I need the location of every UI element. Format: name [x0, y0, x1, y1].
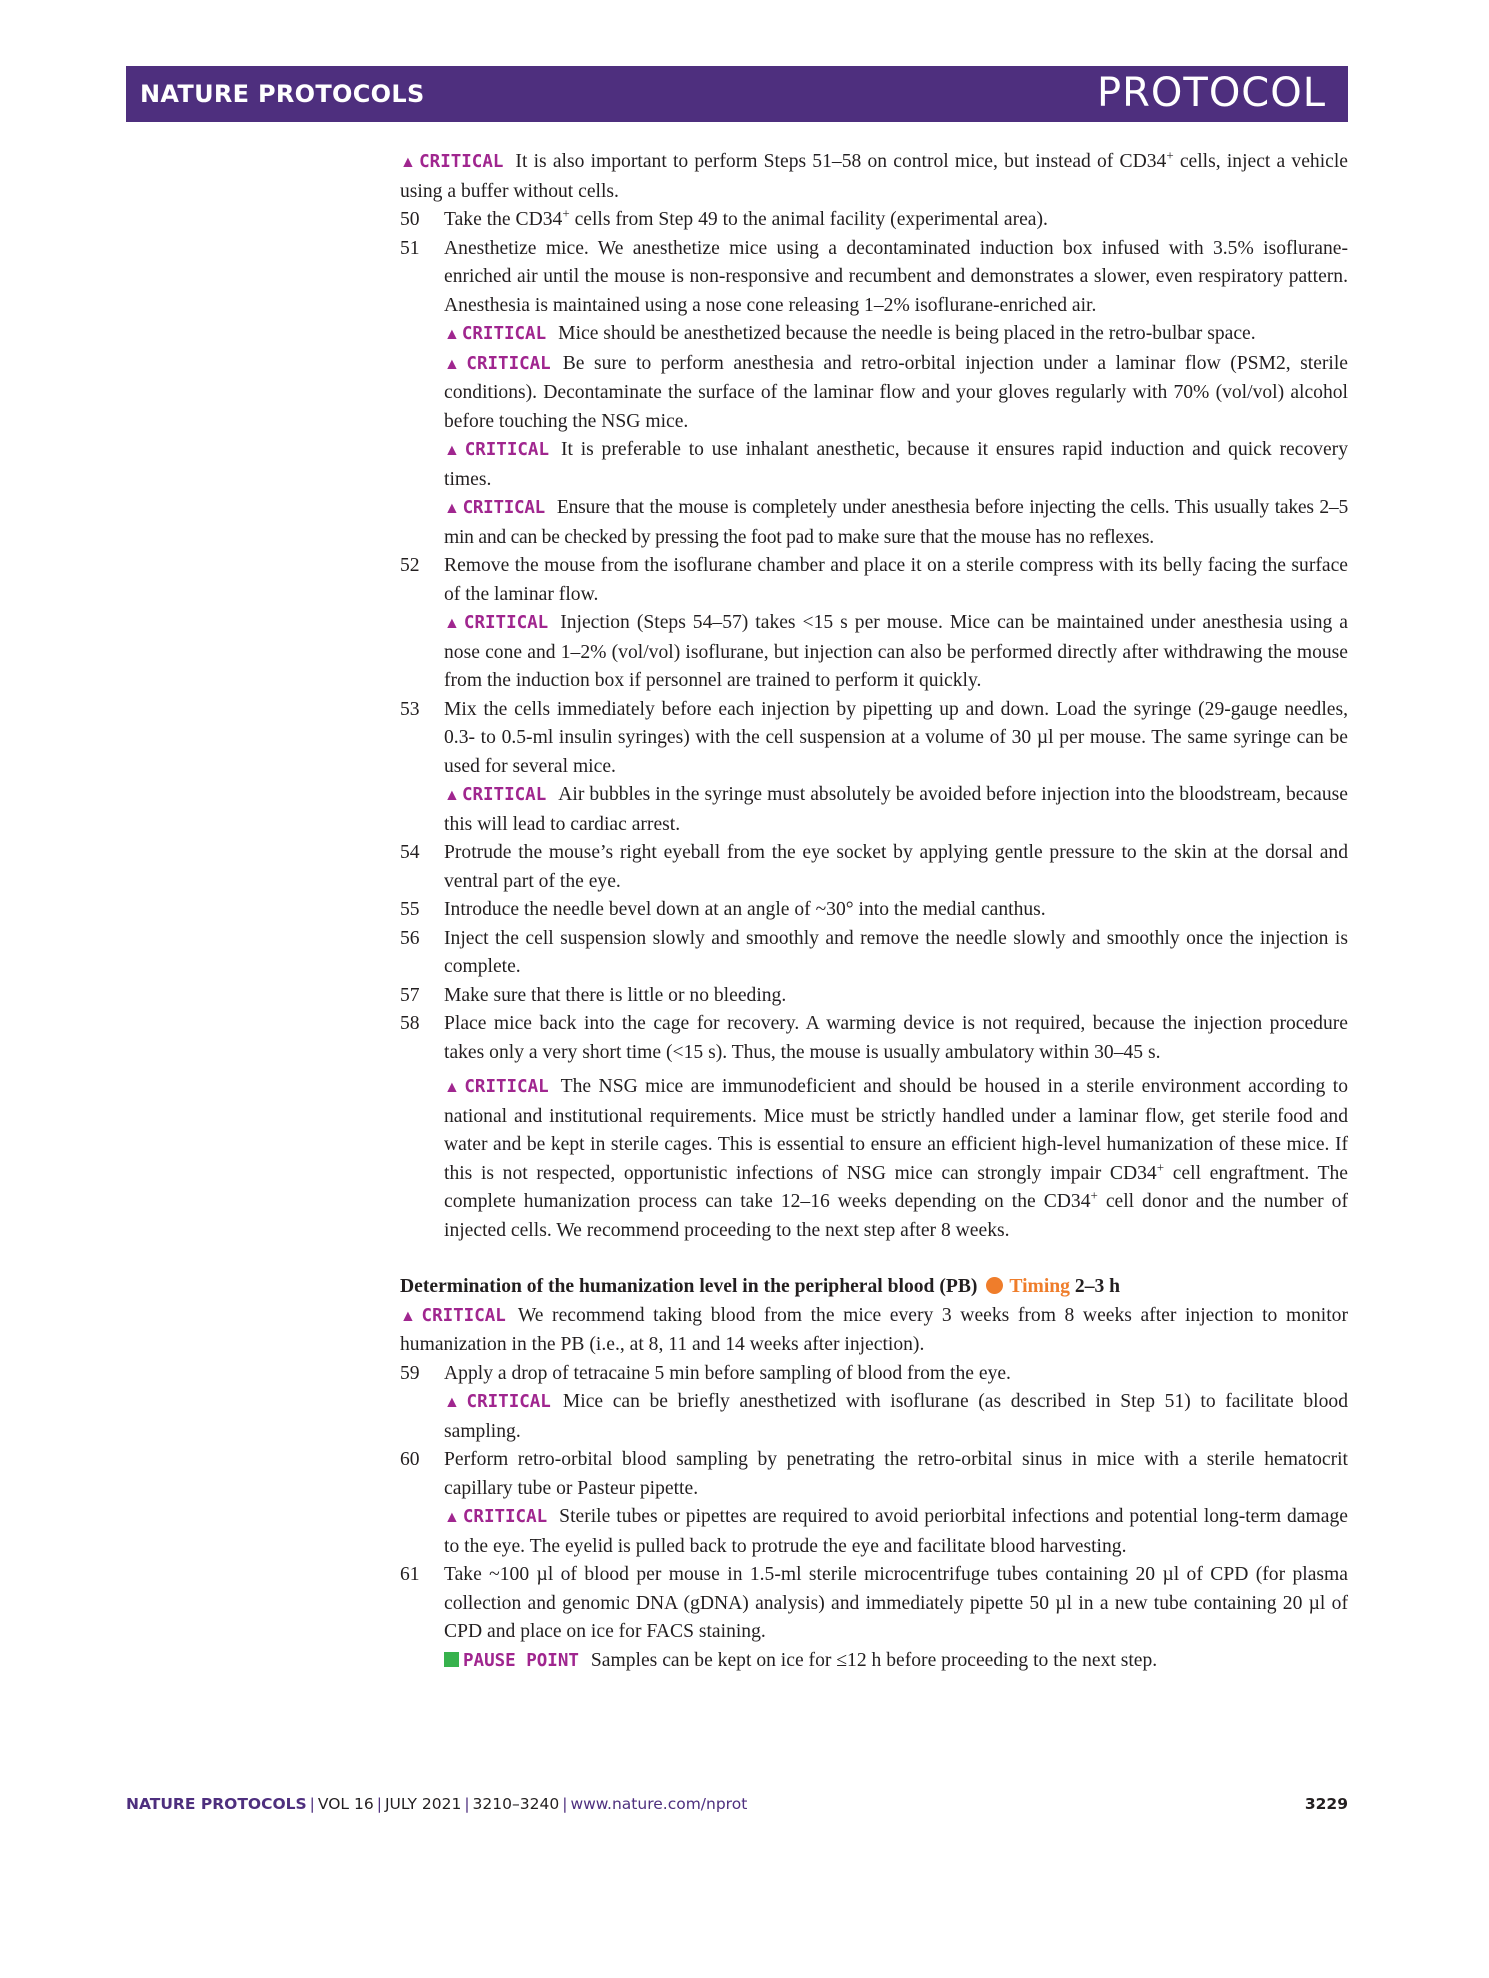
critical-triangle-icon: ▲	[444, 442, 463, 459]
step-60	[400, 1446, 1348, 1503]
critical-triangle-icon: ▲	[444, 1394, 465, 1411]
critical-note: ▲ CRITICAL Injection (Steps 54–57) takes <15 s per mouse. Mice can be maintained under anesthesia using a nose cone and 1–2% (vol/vol) isoflurane, but injection can also be performed directly after withdrawing the mouse from the induction box if personnel are trained to perform it quickly.	[444, 612, 1348, 691]
critical-note: ▲ CRITICAL We recommend taking blood from the mice every 3 weeks from 8 weeks after injection to monitor humanization in the PB (i.e., at 8, 11 and 14 weeks after injection).	[400, 1304, 1348, 1355]
doc-type: PROTOCOL	[1096, 70, 1326, 116]
critical-triangle-icon: ▲	[444, 1079, 463, 1096]
step-text: Make sure that there is little or no bleeding.	[444, 984, 787, 1006]
step-56	[400, 925, 1348, 982]
timing-value: 2–3 h	[1074, 1276, 1121, 1297]
protocol-body	[400, 148, 1348, 1675]
step-text: Anesthetize mice. We anesthetize mice using a decontaminated induction box infused with 3.5% isoflurane-enriched air until the mouse is non-responsive and recumbent and demonstrates a slower, even respiratory pattern. Anesthesia is maintained using a nose cone releasing 1–2% isoflurane-enriched air.	[444, 237, 1348, 316]
step-number: 61	[400, 1564, 420, 1585]
critical-triangle-icon: ▲	[444, 615, 462, 632]
critical-note: ▲ CRITICAL Ensure that the mouse is completely under anesthesia before injecting the cells. This usually takes 2–5 min and can be checked by pressing the foot pad to make sure that the mouse has no reflexes.	[444, 497, 1348, 548]
step-text: Inject the cell suspension slowly and smoothly and remove the needle slowly and smoothly once the injection is complete.	[444, 927, 1348, 977]
step-text: Mix the cells immediately before each injection by pipetting up and down. Load the syringe (29-gauge needles, 0.3- to 0.5-ml insulin syringes) with the cell suspension at a volume of 30 µl per mouse. The same syringe can be used for several mice.	[444, 698, 1348, 777]
pause-point-note: PAUSE POINT Samples can be kept on ice for ≤12 h before proceeding to the next step.	[400, 1647, 1348, 1676]
step-57	[400, 982, 1348, 1011]
step-52	[400, 552, 1348, 609]
pause-square-icon	[444, 1652, 459, 1667]
step-number: 52	[400, 555, 420, 576]
step-number: 58	[400, 1013, 420, 1034]
step-number: 57	[400, 984, 420, 1006]
step-text: Remove the mouse from the isoflurane chamber and place it on a sterile compress with its belly facing the surface of the laminar flow.	[444, 555, 1348, 605]
critical-note: ▲ CRITICAL Sterile tubes or pipettes are required to avoid periorbital infections and potential long-term damage to the eye. The eyelid is pulled back to protrude the eye and facilitate blood harvesting.	[444, 1506, 1348, 1557]
timing-icon	[986, 1277, 1003, 1294]
step-59	[400, 1360, 1348, 1389]
page-number: 3229	[1304, 1795, 1348, 1813]
step-text: Take ~100 µl of blood per mouse in 1.5-ml sterile microcentrifuge tubes containing 20 µl of CPD (for plasma collection and genomic DNA (gDNA) analysis) and immediately pipette 50 µl in a new tube containing 20 µl of CPD and place on ice for FACS staining.	[444, 1564, 1348, 1642]
step-50: 50 Take the CD34+ cells from Step 49 to the animal facility (experimental area).	[400, 206, 1348, 235]
critical-triangle-icon: ▲	[444, 787, 460, 804]
critical-triangle-icon: ▲	[400, 1307, 420, 1325]
pause-point-label: PAUSE POINT	[463, 1650, 579, 1671]
step-53	[400, 696, 1348, 782]
step-number: 51	[400, 237, 420, 259]
footer-date: JULY 2021	[384, 1795, 462, 1813]
step-55	[400, 896, 1348, 925]
footer-journal: NATURE PROTOCOLS	[126, 1795, 307, 1813]
footer-separator: |	[309, 1795, 315, 1813]
step-number: 60	[400, 1449, 420, 1470]
page-header	[126, 66, 1348, 122]
critical-note: ▲ CRITICAL Mice should be anesthetized because the needle is being placed in the retro-bulbar space.	[444, 323, 1256, 344]
section-title: Determination of the humanization level in the peripheral blood (PB)	[400, 1276, 978, 1297]
critical-note: ▲ CRITICAL Mice can be briefly anesthetized with isoflurane (as described in Step 51) to facilitate blood sampling.	[444, 1391, 1348, 1442]
step-text: Apply a drop of tetracaine 5 min before sampling of blood from the eye.	[444, 1362, 1011, 1384]
step-number: 50	[400, 209, 420, 230]
step-number: 56	[400, 927, 420, 949]
section-heading	[400, 1273, 1348, 1302]
step-number: 55	[400, 899, 420, 920]
critical-note: ▲ CRITICAL It is also important to perform Steps 51–58 on control mice, but instead of CD34+ cells, inject a vehicle using a buffer without cells.	[400, 147, 1348, 202]
critical-label: CRITICAL	[419, 152, 504, 172]
journal-name: NATURE PROTOCOLS	[140, 80, 425, 108]
step-text: Protrude the mouse’s right eyeball from the eye socket by applying gentle pressure to the skin at the dorsal and ventral part of the eye.	[444, 842, 1348, 892]
step-54	[400, 839, 1348, 896]
critical-triangle-icon: ▲	[444, 355, 465, 373]
step-58	[400, 1010, 1348, 1067]
critical-note: ▲ CRITICAL Be sure to perform anesthesia and retro-orbital injection under a laminar flow (PSM2, sterile conditions). Decontaminate the surface of the laminar flow and your gloves regularly with 70% (vol/vol) alcohol before touching the NSG mice.	[444, 352, 1349, 432]
critical-triangle-icon: ▲	[444, 1509, 461, 1526]
footer-pages: 3210–3240	[472, 1795, 560, 1813]
timing-label: Timing	[1009, 1276, 1070, 1297]
page-footer: NATURE PROTOCOLS | VOL 16 | JULY 2021 | 3210–3240 | www.nature.com/nprot 3229	[126, 1795, 1348, 1813]
step-text: Perform retro-orbital blood sampling by penetrating the retro-orbital sinus in mice with a sterile hematocrit capillary tube or Pasteur pipette.	[444, 1449, 1348, 1499]
step-number: 59	[400, 1362, 420, 1384]
step-text: Place mice back into the cage for recovery. A warming device is not required, because the injection procedure takes only a very short time (<15 s). Thus, the mouse is usually ambulatory within 30–45 s.	[444, 1013, 1348, 1063]
critical-triangle-icon: ▲	[400, 154, 418, 171]
critical-note: ▲ CRITICAL The NSG mice are immunodeficient and should be housed in a sterile environment according to national and institutional requirements. Mice must be strictly handled under a laminar flow, get sterile food and water and be kept in sterile cages. This is essential to ensure an efficient high-level humanization of these mice. If this is not respected, opportunistic infections of NSG mice can strongly impair CD34+ cell engraftment. The complete humanization process can take 12–16 weeks depending on the CD34+ cell donor and the number of injected cells. We recommend proceeding to the next step after 8 weeks.	[444, 1076, 1349, 1241]
footer-volume: VOL 16	[317, 1795, 374, 1813]
critical-note: ▲ CRITICAL It is preferable to use inhalant anesthetic, because it ensures rapid induction and quick recovery times.	[444, 439, 1348, 490]
step-61	[400, 1561, 1348, 1647]
step-text: Introduce the needle bevel down at an angle of ~30° into the medial canthus.	[444, 899, 1046, 920]
step-number: 54	[400, 842, 420, 863]
critical-triangle-icon: ▲	[444, 326, 460, 343]
step-51	[400, 235, 1348, 321]
footer-url-link[interactable]: www.nature.com/nprot	[570, 1795, 748, 1813]
step-number: 53	[400, 698, 420, 720]
critical-note: ▲ CRITICAL Air bubbles in the syringe must absolutely be avoided before injection into the bloodstream, because this will lead to cardiac arrest.	[444, 784, 1348, 835]
critical-triangle-icon: ▲	[444, 500, 461, 517]
